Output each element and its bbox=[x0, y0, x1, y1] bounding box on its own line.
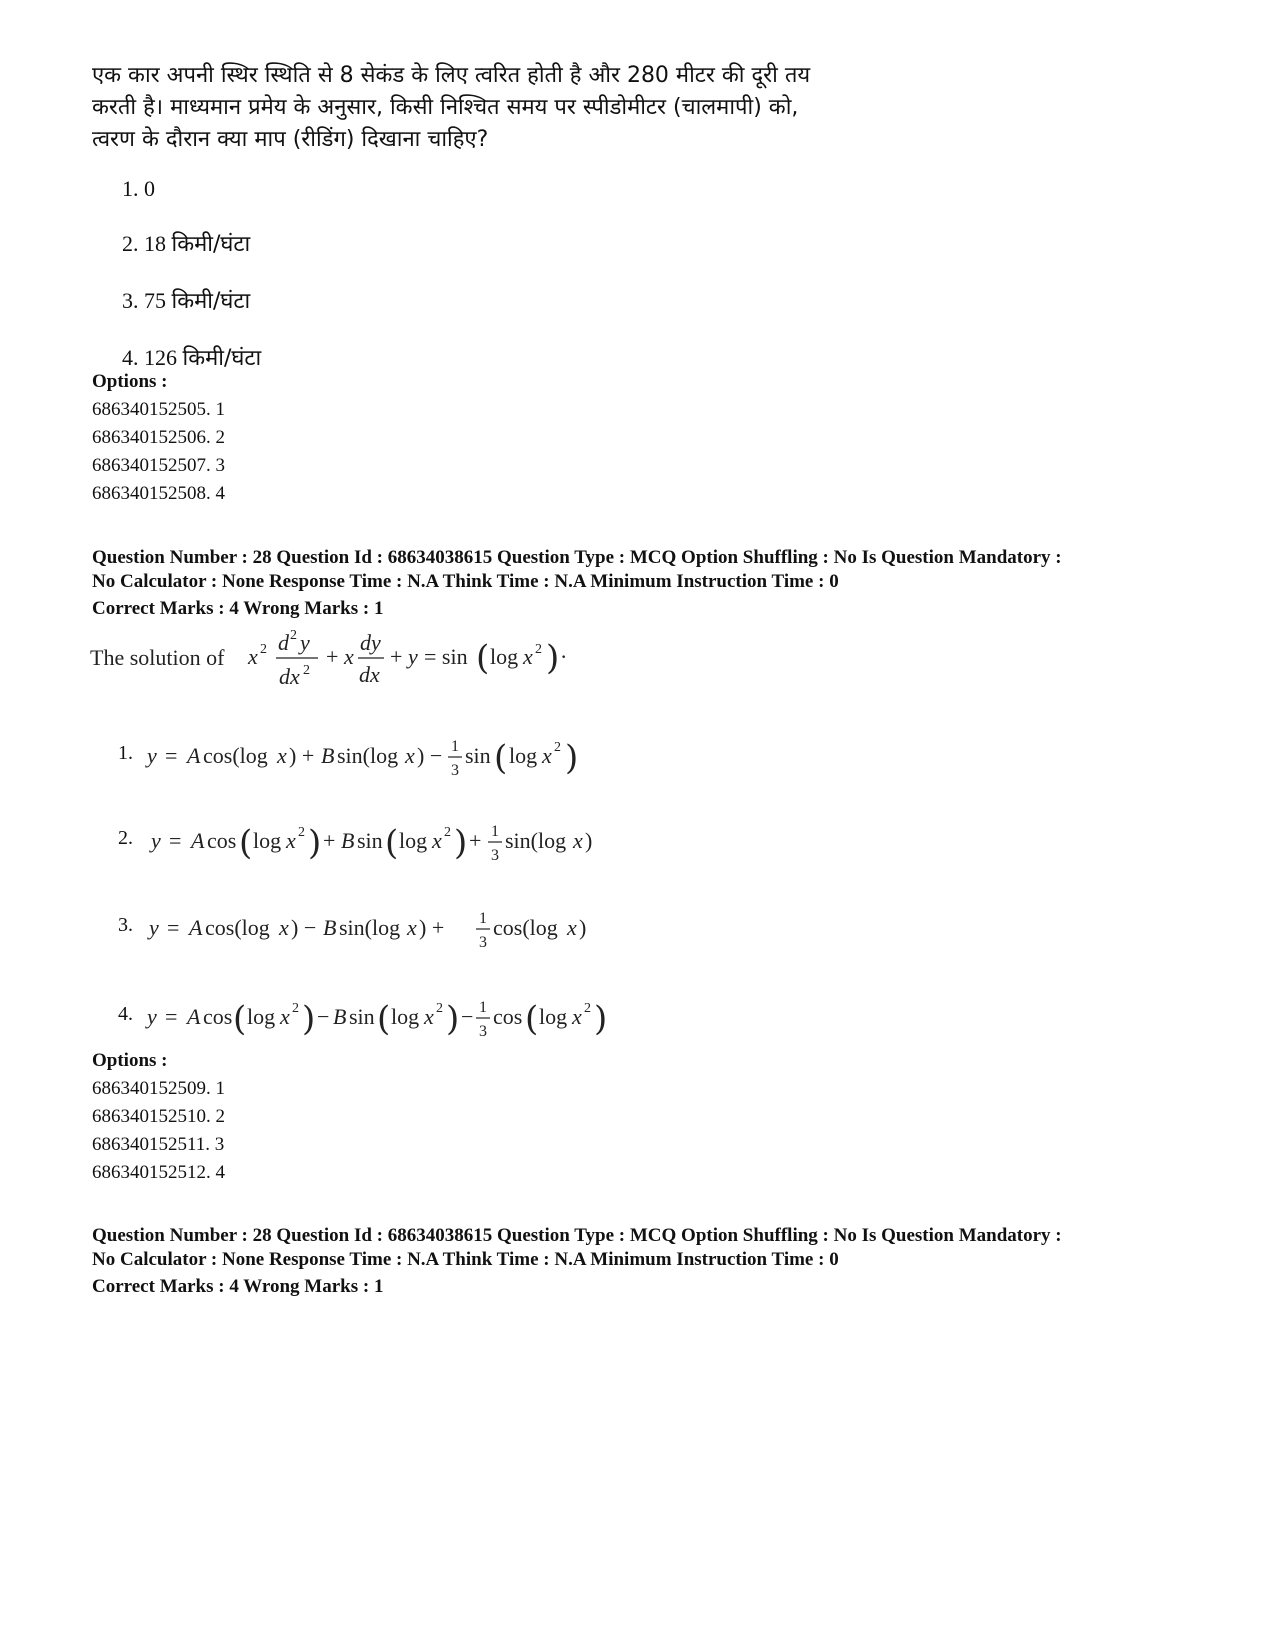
svg-text:y: y bbox=[300, 630, 310, 655]
svg-text:x: x bbox=[277, 743, 287, 768]
svg-text:B: B bbox=[321, 743, 335, 768]
choice-number: 4. bbox=[122, 345, 139, 370]
svg-text:y: y bbox=[147, 743, 157, 768]
choice-value: 0 bbox=[144, 176, 155, 201]
svg-text:x: x bbox=[567, 915, 577, 940]
choice-1 bbox=[122, 176, 155, 202]
choice-2 bbox=[122, 228, 250, 258]
option-row: 686340152508. 4 bbox=[92, 483, 225, 504]
meta-line: Question Number : 28 Question Id : 68634038615 Question Type : MCQ Option Shuffling : No Is Question Mandatory : bbox=[92, 547, 1062, 568]
svg-text:sin: sin bbox=[357, 828, 383, 853]
choice-value: 75 bbox=[144, 288, 166, 313]
svg-text:(: ( bbox=[239, 823, 253, 863]
svg-text:cos(log: cos(log bbox=[203, 743, 268, 768]
svg-text:x: x bbox=[523, 644, 533, 669]
svg-text:3: 3 bbox=[479, 934, 487, 951]
meta-line: Question Number : 28 Question Id : 68634038615 Question Type : MCQ Option Shuffling : No Is Question Mandatory : bbox=[92, 1225, 1062, 1246]
choice-unit: किमी/घंटा bbox=[171, 232, 251, 257]
svg-text:cos(log: cos(log bbox=[493, 915, 558, 940]
svg-text:2: 2 bbox=[535, 642, 542, 657]
choice-number: 1. bbox=[122, 176, 139, 201]
svg-text:y: y bbox=[151, 828, 161, 853]
svg-text:B: B bbox=[323, 915, 337, 940]
svg-text:sin: sin bbox=[349, 1004, 375, 1029]
svg-text:): ) bbox=[446, 999, 460, 1039]
svg-text:x: x bbox=[344, 644, 354, 669]
svg-text:): ) bbox=[594, 999, 608, 1039]
svg-text:): ) bbox=[302, 999, 316, 1039]
svg-text:sin(log: sin(log bbox=[505, 828, 567, 853]
svg-text:B: B bbox=[341, 828, 355, 853]
svg-text:x: x bbox=[405, 743, 415, 768]
svg-text:cos: cos bbox=[493, 1004, 523, 1029]
question-text-line: एक कार अपनी स्थिर स्थिति से 8 सेकंड के लिए त्वरित होती है और 280 मीटर की दूरी तय bbox=[92, 63, 811, 88]
svg-text:sin(log: sin(log bbox=[337, 743, 399, 768]
svg-text:2: 2 bbox=[292, 1001, 299, 1016]
option-row: 686340152511. 3 bbox=[92, 1134, 225, 1155]
svg-text:log: log bbox=[253, 828, 282, 853]
options-label: Options : bbox=[92, 371, 168, 392]
svg-text:+: + bbox=[469, 828, 482, 853]
math-choice-4 bbox=[143, 988, 623, 1048]
svg-text:log: log bbox=[399, 828, 428, 853]
svg-text:3: 3 bbox=[479, 1023, 487, 1040]
svg-text:x: x bbox=[573, 828, 583, 853]
svg-text:cos: cos bbox=[207, 828, 237, 853]
svg-text:A: A bbox=[191, 828, 205, 853]
option-row: 686340152505. 1 bbox=[92, 399, 225, 420]
choice-number: 2. bbox=[122, 231, 139, 256]
svg-text:) +: ) + bbox=[419, 915, 445, 940]
svg-text:−: − bbox=[461, 1004, 474, 1029]
svg-text:sin: sin bbox=[465, 743, 491, 768]
svg-text:=: = bbox=[165, 1004, 178, 1029]
svg-text:2: 2 bbox=[444, 825, 451, 840]
svg-text:1: 1 bbox=[491, 823, 499, 840]
choice-unit: किमी/घंटा bbox=[171, 289, 251, 314]
question-prompt: The solution of bbox=[90, 645, 225, 670]
option-row: 686340152509. 1 bbox=[92, 1078, 225, 1099]
svg-text:(: ( bbox=[377, 999, 391, 1039]
math-choice-number: 1. bbox=[118, 742, 133, 764]
svg-text:log: log bbox=[247, 1004, 276, 1029]
svg-text:x: x bbox=[572, 1004, 582, 1029]
svg-text:dx: dx bbox=[359, 662, 380, 687]
choice-3 bbox=[122, 285, 250, 315]
svg-text:−: − bbox=[317, 1004, 330, 1029]
svg-text:=: = bbox=[169, 828, 182, 853]
marks-line: Correct Marks : 4 Wrong Marks : 1 bbox=[92, 1276, 384, 1297]
svg-text:2: 2 bbox=[260, 642, 267, 657]
svg-text:(: ( bbox=[525, 999, 539, 1039]
svg-text:+: + bbox=[323, 828, 336, 853]
svg-text:x: x bbox=[424, 1004, 434, 1029]
svg-text:x: x bbox=[432, 828, 442, 853]
choice-value: 18 bbox=[144, 231, 166, 256]
svg-text:y: y bbox=[408, 644, 418, 669]
svg-text:x: x bbox=[248, 644, 258, 669]
svg-text:1: 1 bbox=[479, 910, 487, 927]
choice-4 bbox=[122, 342, 261, 372]
svg-text:log: log bbox=[391, 1004, 420, 1029]
svg-text:A: A bbox=[187, 743, 201, 768]
svg-text:): ) bbox=[565, 738, 579, 778]
question-28-meta-repeat bbox=[92, 1224, 1242, 1272]
svg-text:+: + bbox=[390, 644, 403, 669]
svg-text:dx: dx bbox=[279, 664, 300, 689]
question-text-line: त्वरण के दौरान क्या माप (रीडिंग) दिखाना चाहिए? bbox=[92, 127, 489, 152]
svg-text:x: x bbox=[286, 828, 296, 853]
meta-line: No Calculator : None Response Time : N.A Think Time : N.A Minimum Instruction Time : 0 bbox=[92, 571, 839, 592]
math-choice-number: 2. bbox=[118, 827, 133, 849]
marks-line: Correct Marks : 4 Wrong Marks : 1 bbox=[92, 598, 384, 619]
question-text-line: करती है। माध्यमान प्रमेय के अनुसार, किसी निश्चित समय पर स्पीडोमीटर (चालमापी) को, bbox=[92, 95, 799, 120]
svg-text:x: x bbox=[542, 743, 552, 768]
svg-text:): ) bbox=[454, 823, 468, 863]
differential-equation bbox=[244, 620, 594, 700]
svg-text:2: 2 bbox=[298, 825, 305, 840]
option-row: 686340152510. 2 bbox=[92, 1106, 225, 1127]
svg-text:3: 3 bbox=[491, 847, 499, 864]
svg-text:2: 2 bbox=[436, 1001, 443, 1016]
svg-text:x: x bbox=[280, 1004, 290, 1029]
svg-text:3: 3 bbox=[451, 762, 459, 779]
svg-text:= sin: = sin bbox=[424, 644, 468, 669]
math-choice-1 bbox=[143, 727, 623, 787]
svg-text:(: ( bbox=[494, 738, 508, 778]
option-row: 686340152507. 3 bbox=[92, 455, 225, 476]
math-choice-3 bbox=[145, 899, 625, 959]
option-row: 686340152512. 4 bbox=[92, 1162, 225, 1183]
svg-text:) +: ) + bbox=[289, 743, 315, 768]
svg-text:d: d bbox=[278, 630, 289, 655]
svg-text:=: = bbox=[167, 915, 180, 940]
svg-text:sin(log: sin(log bbox=[339, 915, 401, 940]
svg-text:log: log bbox=[509, 743, 538, 768]
math-choice-number: 4. bbox=[118, 1003, 133, 1025]
svg-text:) −: ) − bbox=[417, 743, 443, 768]
svg-text:(: ( bbox=[476, 638, 490, 678]
svg-text:dy: dy bbox=[360, 630, 381, 655]
svg-text:+: + bbox=[326, 644, 339, 669]
svg-text:y: y bbox=[147, 1004, 157, 1029]
svg-text:): ) bbox=[579, 915, 587, 940]
svg-text:) −: ) − bbox=[291, 915, 317, 940]
svg-text:A: A bbox=[187, 1004, 201, 1029]
svg-text:y: y bbox=[149, 915, 159, 940]
meta-line: No Calculator : None Response Time : N.A Think Time : N.A Minimum Instruction Time : 0 bbox=[92, 1249, 839, 1270]
svg-text:=: = bbox=[165, 743, 178, 768]
choice-value: 126 bbox=[144, 345, 177, 370]
svg-text:B: B bbox=[333, 1004, 347, 1029]
svg-text:A: A bbox=[189, 915, 203, 940]
svg-text:): ) bbox=[308, 823, 322, 863]
math-choice-2 bbox=[147, 812, 627, 872]
svg-text:log: log bbox=[539, 1004, 568, 1029]
svg-text:2: 2 bbox=[554, 740, 561, 755]
svg-text:1: 1 bbox=[451, 738, 459, 755]
svg-text:(: ( bbox=[385, 823, 399, 863]
svg-text:): ) bbox=[585, 828, 593, 853]
svg-text:cos(log: cos(log bbox=[205, 915, 270, 940]
svg-text:(: ( bbox=[233, 999, 247, 1039]
svg-text:1: 1 bbox=[479, 999, 487, 1016]
svg-text:2: 2 bbox=[303, 663, 310, 678]
svg-text:log: log bbox=[490, 644, 519, 669]
svg-text:2: 2 bbox=[584, 1001, 591, 1016]
choice-unit: किमी/घंटा bbox=[182, 346, 262, 371]
options-label: Options : bbox=[92, 1050, 168, 1071]
svg-text:): ) bbox=[546, 638, 560, 678]
math-choice-number: 3. bbox=[118, 914, 133, 936]
question-28-meta bbox=[92, 546, 1242, 594]
svg-text:x: x bbox=[279, 915, 289, 940]
question-27-text bbox=[92, 60, 912, 156]
svg-text:x: x bbox=[407, 915, 417, 940]
svg-text:2: 2 bbox=[290, 628, 297, 643]
option-row: 686340152506. 2 bbox=[92, 427, 225, 448]
choice-number: 3. bbox=[122, 288, 139, 313]
svg-text:·: · bbox=[560, 644, 568, 669]
svg-text:cos: cos bbox=[203, 1004, 233, 1029]
